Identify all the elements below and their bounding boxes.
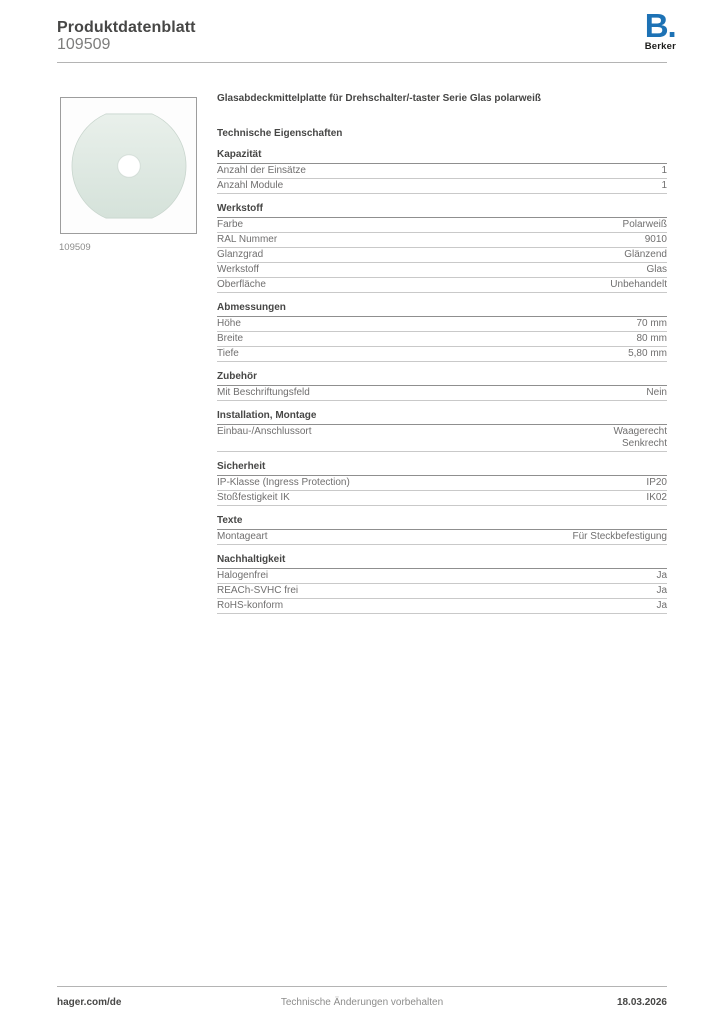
spec-row: [217, 263, 667, 278]
spec-row-value: IP20: [646, 477, 667, 488]
spec-row-label: Halogenfrei: [217, 570, 269, 581]
spec-section: [217, 554, 667, 614]
glass-plate-image: [68, 110, 190, 222]
spec-row-label: IP-Klasse (Ingress Protection): [217, 477, 350, 488]
spec-row-label: Tiefe: [217, 348, 239, 359]
section-rows: [217, 317, 667, 362]
spec-row: [217, 530, 667, 545]
spec-row: [217, 476, 667, 491]
spec-section: [217, 203, 667, 293]
spec-row: [217, 332, 667, 347]
footer-website-link[interactable]: hager.com/de: [57, 997, 122, 1008]
spec-row-value: 70 mm: [636, 318, 667, 329]
spec-row-label: REACh-SVHC frei: [217, 585, 299, 596]
spec-row: [217, 584, 667, 599]
content-column: [217, 92, 667, 614]
spec-row: [217, 569, 667, 584]
section-rows: [217, 530, 667, 545]
spec-row-label: Einbau-/Anschlussort: [217, 426, 312, 437]
spec-row-label: Anzahl Module: [217, 180, 284, 191]
spec-row-value: Glas: [646, 264, 667, 275]
spec-section: [217, 302, 667, 362]
product-name: Glasabdeckmittelplatte für Drehschalter/-taster Serie Glas polarweiß: [217, 93, 542, 104]
spec-row-label: Stoßfestigkeit IK: [217, 492, 290, 503]
spec-row-label: Glanzgrad: [217, 249, 264, 260]
berker-logo: [644, 7, 676, 52]
spec-row: [217, 386, 667, 401]
spec-row: [217, 248, 667, 263]
spec-row: [217, 179, 667, 194]
spec-row-value: Für Steckbefestigung: [572, 531, 667, 542]
spec-row-value: Ja: [656, 600, 667, 611]
spec-row: [217, 347, 667, 362]
spec-section: [217, 371, 667, 401]
spec-row-label: Höhe: [217, 318, 241, 329]
spec-row-label: Breite: [217, 333, 244, 344]
section-rows: [217, 218, 667, 293]
spec-row-value: 1: [661, 165, 667, 176]
section-title: Kapazität: [217, 149, 667, 164]
spec-sections: [217, 149, 667, 614]
berker-logo-icon: B.: [644, 7, 676, 44]
section-title: Texte: [217, 515, 667, 530]
spec-row: [217, 491, 667, 506]
spec-section: [217, 515, 667, 545]
footer-date: 18.03.2026: [616, 997, 667, 1008]
spec-row-value: 9010: [644, 234, 667, 245]
spec-row-label: Montageart: [217, 531, 268, 542]
spec-row: [217, 233, 667, 248]
section-title: Sicherheit: [217, 461, 667, 476]
spec-row-value: 5,80 mm: [628, 348, 667, 359]
page-title: Produktdatenblatt: [57, 19, 196, 36]
section-rows: [217, 386, 667, 401]
spec-row-label: RAL Nummer: [217, 234, 278, 245]
berker-wordmark: Berker: [644, 41, 676, 52]
spec-row-value: Unbehandelt: [610, 279, 667, 290]
footer-note: Technische Änderungen vorbehalten: [280, 997, 444, 1008]
spec-row-label: Werkstoff: [217, 264, 259, 275]
product-image-frame: [60, 97, 197, 234]
section-title: Installation, Montage: [217, 410, 667, 425]
specs-heading: Technische Eigenschaften: [217, 128, 343, 139]
section-rows: [217, 425, 667, 452]
section-title: Nachhaltigkeit: [217, 554, 667, 569]
header-divider: [57, 62, 667, 63]
spec-row-value: Waagerecht Senkrecht: [613, 426, 667, 449]
spec-row-label: Anzahl der Einsätze: [217, 165, 306, 176]
spec-section: [217, 410, 667, 452]
spec-row-label: RoHS-konform: [217, 600, 284, 611]
section-rows: [217, 476, 667, 506]
section-rows: [217, 569, 667, 614]
section-title: Werkstoff: [217, 203, 667, 218]
footer-divider: [57, 986, 667, 987]
spec-section: [217, 149, 667, 194]
spec-row-value: 1: [661, 180, 667, 191]
spec-row: [217, 164, 667, 179]
spec-row: [217, 425, 667, 452]
spec-row-value: Ja: [656, 570, 667, 581]
article-number: 109509: [57, 36, 111, 53]
spec-row-label: Oberfläche: [217, 279, 266, 290]
spec-section: [217, 461, 667, 506]
spec-row: [217, 218, 667, 233]
spec-row: [217, 317, 667, 332]
product-image-caption: 109509: [59, 242, 91, 253]
section-title: Abmessungen: [217, 302, 667, 317]
spec-row-label: Farbe: [217, 219, 244, 230]
spec-row-value: Ja: [656, 585, 667, 596]
spec-row-value: Glänzend: [624, 249, 667, 260]
section-title: Zubehör: [217, 371, 667, 386]
spec-row-label: Mit Beschriftungsfeld: [217, 387, 310, 398]
spec-row-value: IK02: [646, 492, 667, 503]
section-rows: [217, 164, 667, 194]
spec-row-value: Polarweiß: [622, 219, 667, 230]
spec-row: [217, 599, 667, 614]
spec-row: [217, 278, 667, 293]
spec-row-value: 80 mm: [636, 333, 667, 344]
spec-row-value: Nein: [646, 387, 667, 398]
